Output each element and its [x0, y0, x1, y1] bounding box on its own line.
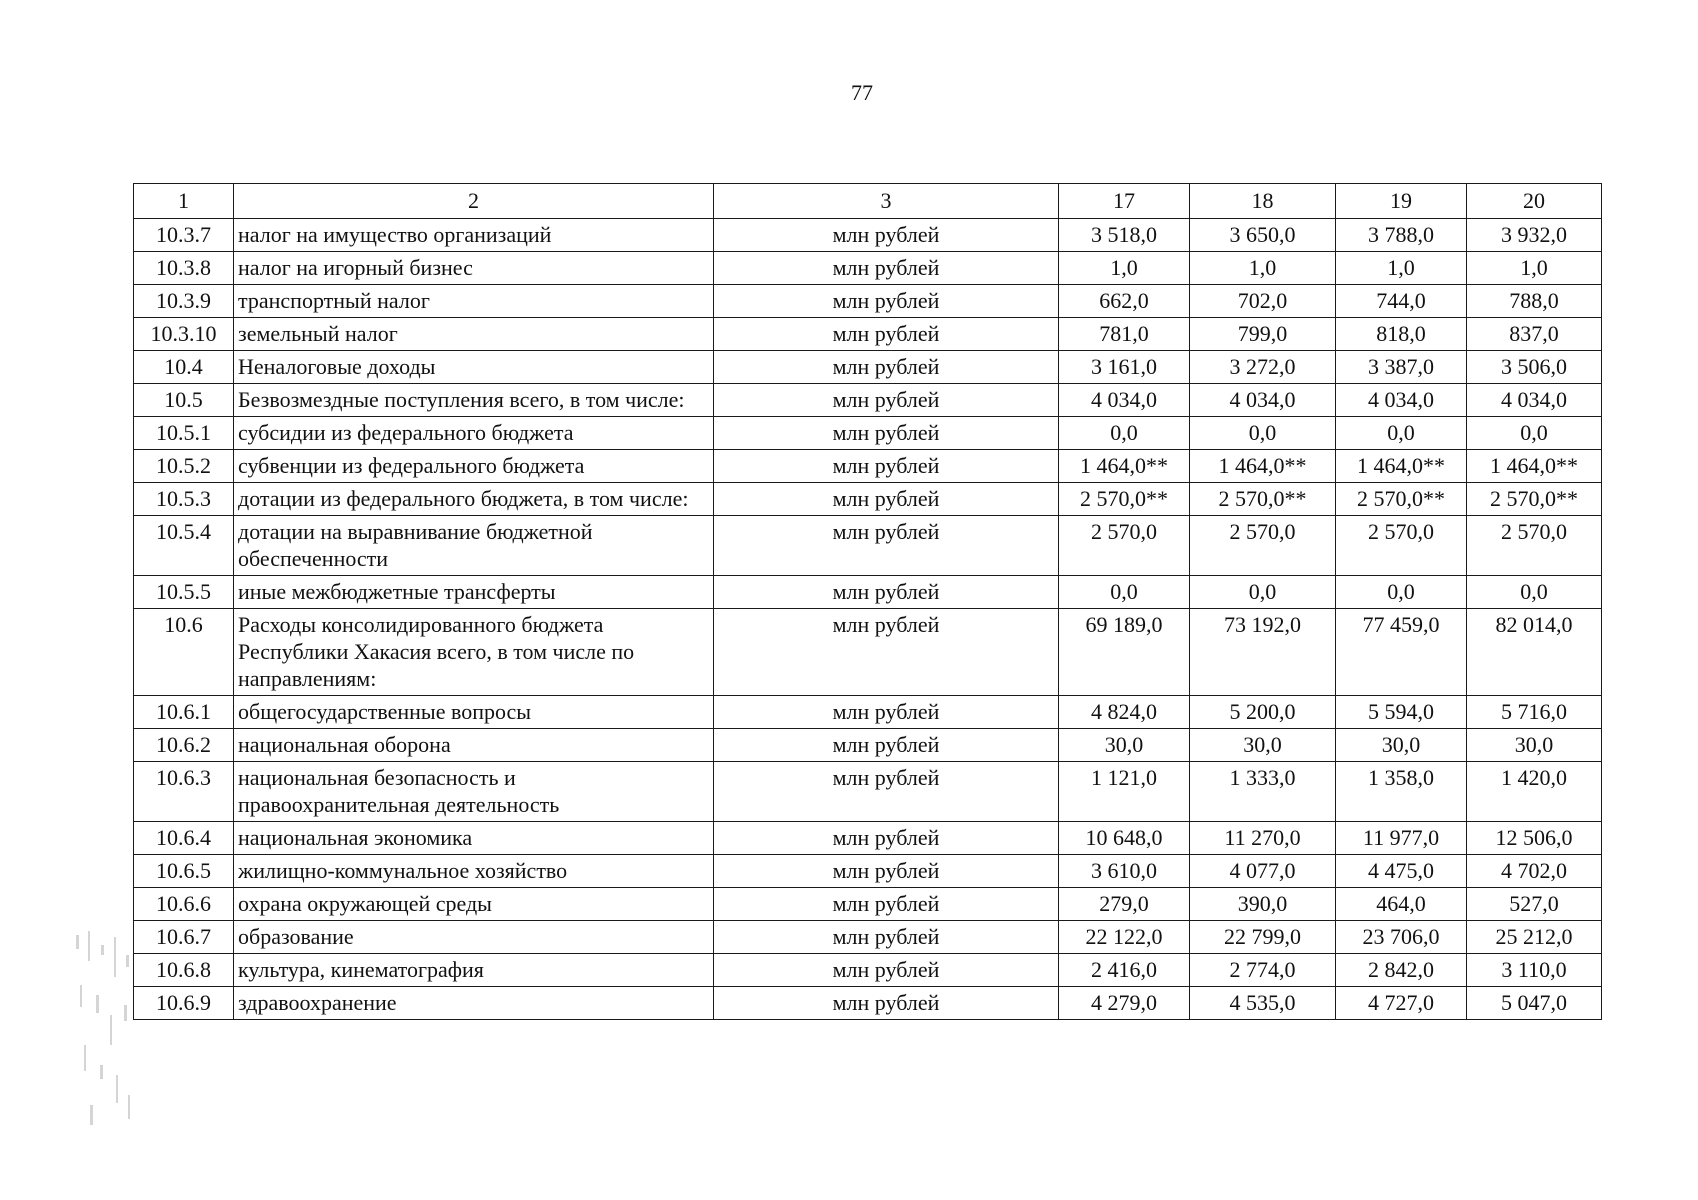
row-code: 10.6.3: [134, 762, 234, 822]
row-code: 10.5: [134, 384, 234, 417]
value-col-19: 2 842,0: [1336, 954, 1467, 987]
value-col-17: 0,0: [1059, 576, 1190, 609]
row-unit: млн рублей: [714, 384, 1059, 417]
value-col-17: 662,0: [1059, 285, 1190, 318]
value-col-17: 10 648,0: [1059, 822, 1190, 855]
row-name: Безвозмездные поступления всего, в том числе:: [234, 384, 714, 417]
value-col-19: 0,0: [1336, 576, 1467, 609]
row-unit: млн рублей: [714, 285, 1059, 318]
value-col-18: 22 799,0: [1190, 921, 1336, 954]
row-name: культура, кинематография: [234, 954, 714, 987]
table-row: [134, 987, 1602, 1020]
header-cell: 1: [134, 184, 234, 219]
table-row: [134, 696, 1602, 729]
value-col-17: 1,0: [1059, 252, 1190, 285]
value-col-20: 3 110,0: [1467, 954, 1602, 987]
value-col-18: 1,0: [1190, 252, 1336, 285]
value-col-20: 2 570,0**: [1467, 483, 1602, 516]
row-unit: млн рублей: [714, 954, 1059, 987]
value-col-18: 1 333,0: [1190, 762, 1336, 822]
row-name: дотации из федерального бюджета, в том числе:: [234, 483, 714, 516]
row-name: здравоохранение: [234, 987, 714, 1020]
value-col-17: 3 610,0: [1059, 855, 1190, 888]
value-col-17: 3 161,0: [1059, 351, 1190, 384]
value-col-18: 73 192,0: [1190, 609, 1336, 696]
row-code: 10.5.2: [134, 450, 234, 483]
value-col-18: 1 464,0**: [1190, 450, 1336, 483]
value-col-17: 279,0: [1059, 888, 1190, 921]
value-col-18: 702,0: [1190, 285, 1336, 318]
header-cell: 19: [1336, 184, 1467, 219]
value-col-19: 0,0: [1336, 417, 1467, 450]
value-col-18: 4 034,0: [1190, 384, 1336, 417]
header-cell: 17: [1059, 184, 1190, 219]
row-unit: млн рублей: [714, 696, 1059, 729]
row-code: 10.5.1: [134, 417, 234, 450]
value-col-20: 2 570,0: [1467, 516, 1602, 576]
value-col-20: 25 212,0: [1467, 921, 1602, 954]
row-code: 10.6.9: [134, 987, 234, 1020]
value-col-18: 3 272,0: [1190, 351, 1336, 384]
value-col-19: 30,0: [1336, 729, 1467, 762]
row-unit: млн рублей: [714, 318, 1059, 351]
value-col-17: 1 464,0**: [1059, 450, 1190, 483]
value-col-20: 788,0: [1467, 285, 1602, 318]
value-col-19: 2 570,0: [1336, 516, 1467, 576]
value-col-17: 2 416,0: [1059, 954, 1190, 987]
value-col-18: 4 535,0: [1190, 987, 1336, 1020]
table-row: [134, 609, 1602, 696]
row-name: национальная безопасность и правоохранительная деятельность: [234, 762, 714, 822]
row-name: национальная экономика: [234, 822, 714, 855]
value-col-17: 781,0: [1059, 318, 1190, 351]
row-name: общегосударственные вопросы: [234, 696, 714, 729]
table-row: [134, 855, 1602, 888]
value-col-19: 11 977,0: [1336, 822, 1467, 855]
row-unit: млн рублей: [714, 576, 1059, 609]
table-row: [134, 483, 1602, 516]
row-code: 10.6.8: [134, 954, 234, 987]
value-col-19: 4 475,0: [1336, 855, 1467, 888]
value-col-18: 30,0: [1190, 729, 1336, 762]
table-row: [134, 285, 1602, 318]
value-col-20: 527,0: [1467, 888, 1602, 921]
table-body: [134, 219, 1602, 1020]
value-col-19: 4 034,0: [1336, 384, 1467, 417]
value-col-20: 1 420,0: [1467, 762, 1602, 822]
row-name: образование: [234, 921, 714, 954]
value-col-18: 4 077,0: [1190, 855, 1336, 888]
table-row: [134, 576, 1602, 609]
value-col-19: 77 459,0: [1336, 609, 1467, 696]
value-col-17: 4 034,0: [1059, 384, 1190, 417]
row-code: 10.6.2: [134, 729, 234, 762]
row-code: 10.5.5: [134, 576, 234, 609]
row-code: 10.6.6: [134, 888, 234, 921]
value-col-17: 69 189,0: [1059, 609, 1190, 696]
row-code: 10.5.3: [134, 483, 234, 516]
table-row: [134, 762, 1602, 822]
value-col-19: 4 727,0: [1336, 987, 1467, 1020]
value-col-20: 0,0: [1467, 576, 1602, 609]
table-row: [134, 516, 1602, 576]
value-col-19: 23 706,0: [1336, 921, 1467, 954]
value-col-20: 5 716,0: [1467, 696, 1602, 729]
header-cell: 20: [1467, 184, 1602, 219]
row-unit: млн рублей: [714, 450, 1059, 483]
value-col-20: 82 014,0: [1467, 609, 1602, 696]
row-code: 10.5.4: [134, 516, 234, 576]
row-code: 10.6.1: [134, 696, 234, 729]
value-col-18: 5 200,0: [1190, 696, 1336, 729]
table-row: [134, 888, 1602, 921]
faint-stamp-mark: [66, 925, 142, 1145]
row-unit: млн рублей: [714, 987, 1059, 1020]
value-col-18: 0,0: [1190, 417, 1336, 450]
value-col-19: 5 594,0: [1336, 696, 1467, 729]
row-name: охрана окружающей среды: [234, 888, 714, 921]
value-col-19: 3 387,0: [1336, 351, 1467, 384]
row-code: 10.3.10: [134, 318, 234, 351]
row-name: налог на имущество организаций: [234, 219, 714, 252]
value-col-20: 30,0: [1467, 729, 1602, 762]
row-unit: млн рублей: [714, 762, 1059, 822]
table-row: [134, 450, 1602, 483]
row-name: иные межбюджетные трансферты: [234, 576, 714, 609]
row-code: 10.6.5: [134, 855, 234, 888]
value-col-18: 2 774,0: [1190, 954, 1336, 987]
row-unit: млн рублей: [714, 417, 1059, 450]
row-unit: млн рублей: [714, 921, 1059, 954]
value-col-17: 30,0: [1059, 729, 1190, 762]
value-col-18: 2 570,0: [1190, 516, 1336, 576]
row-unit: млн рублей: [714, 219, 1059, 252]
row-name: Расходы консолидированного бюджета Республики Хакасия всего, в том числе по направлениям:: [234, 609, 714, 696]
row-name: дотации на выравнивание бюджетной обеспеченности: [234, 516, 714, 576]
table-row: [134, 318, 1602, 351]
budget-table: [133, 183, 1602, 1020]
row-unit: млн рублей: [714, 888, 1059, 921]
value-col-19: 818,0: [1336, 318, 1467, 351]
value-col-19: 464,0: [1336, 888, 1467, 921]
row-unit: млн рублей: [714, 351, 1059, 384]
value-col-18: 2 570,0**: [1190, 483, 1336, 516]
row-unit: млн рублей: [714, 729, 1059, 762]
header-cell: 2: [234, 184, 714, 219]
value-col-20: 1 464,0**: [1467, 450, 1602, 483]
value-col-18: 390,0: [1190, 888, 1336, 921]
row-unit: млн рублей: [714, 252, 1059, 285]
row-unit: млн рублей: [714, 483, 1059, 516]
value-col-20: 3 932,0: [1467, 219, 1602, 252]
table-row: [134, 921, 1602, 954]
table-row: [134, 729, 1602, 762]
row-code: 10.3.9: [134, 285, 234, 318]
row-code: 10.3.7: [134, 219, 234, 252]
row-name: жилищно-коммунальное хозяйство: [234, 855, 714, 888]
row-code: 10.6.7: [134, 921, 234, 954]
value-col-18: 799,0: [1190, 318, 1336, 351]
value-col-17: 1 121,0: [1059, 762, 1190, 822]
row-name: транспортный налог: [234, 285, 714, 318]
value-col-19: 1,0: [1336, 252, 1467, 285]
table-row: [134, 822, 1602, 855]
row-code: 10.6.4: [134, 822, 234, 855]
row-unit: млн рублей: [714, 855, 1059, 888]
row-name: субвенции из федерального бюджета: [234, 450, 714, 483]
row-code: 10.4: [134, 351, 234, 384]
row-code: 10.3.8: [134, 252, 234, 285]
value-col-18: 3 650,0: [1190, 219, 1336, 252]
row-unit: млн рублей: [714, 516, 1059, 576]
row-name: Неналоговые доходы: [234, 351, 714, 384]
header-cell: 18: [1190, 184, 1336, 219]
page-number: 77: [851, 80, 873, 105]
value-col-17: 2 570,0**: [1059, 483, 1190, 516]
value-col-20: 4 034,0: [1467, 384, 1602, 417]
table-row: [134, 417, 1602, 450]
table-header-row: [134, 184, 1602, 219]
value-col-20: 4 702,0: [1467, 855, 1602, 888]
value-col-17: 0,0: [1059, 417, 1190, 450]
value-col-18: 0,0: [1190, 576, 1336, 609]
table-row: [134, 219, 1602, 252]
table-row: [134, 384, 1602, 417]
value-col-20: 3 506,0: [1467, 351, 1602, 384]
budget-table-container: [133, 183, 1601, 1020]
value-col-17: 4 824,0: [1059, 696, 1190, 729]
value-col-17: 2 570,0: [1059, 516, 1190, 576]
table-row: [134, 252, 1602, 285]
row-code: 10.6: [134, 609, 234, 696]
value-col-20: 1,0: [1467, 252, 1602, 285]
value-col-20: 837,0: [1467, 318, 1602, 351]
header-cell: 3: [714, 184, 1059, 219]
value-col-19: 1 464,0**: [1336, 450, 1467, 483]
value-col-20: 12 506,0: [1467, 822, 1602, 855]
value-col-17: 4 279,0: [1059, 987, 1190, 1020]
value-col-19: 2 570,0**: [1336, 483, 1467, 516]
row-name: земельный налог: [234, 318, 714, 351]
value-col-20: 0,0: [1467, 417, 1602, 450]
value-col-17: 3 518,0: [1059, 219, 1190, 252]
value-col-19: 3 788,0: [1336, 219, 1467, 252]
table-row: [134, 954, 1602, 987]
value-col-19: 744,0: [1336, 285, 1467, 318]
value-col-17: 22 122,0: [1059, 921, 1190, 954]
row-unit: млн рублей: [714, 609, 1059, 696]
row-name: субсидии из федерального бюджета: [234, 417, 714, 450]
table-row: [134, 351, 1602, 384]
row-name: налог на игорный бизнес: [234, 252, 714, 285]
row-unit: млн рублей: [714, 822, 1059, 855]
row-name: национальная оборона: [234, 729, 714, 762]
value-col-18: 11 270,0: [1190, 822, 1336, 855]
value-col-20: 5 047,0: [1467, 987, 1602, 1020]
value-col-19: 1 358,0: [1336, 762, 1467, 822]
